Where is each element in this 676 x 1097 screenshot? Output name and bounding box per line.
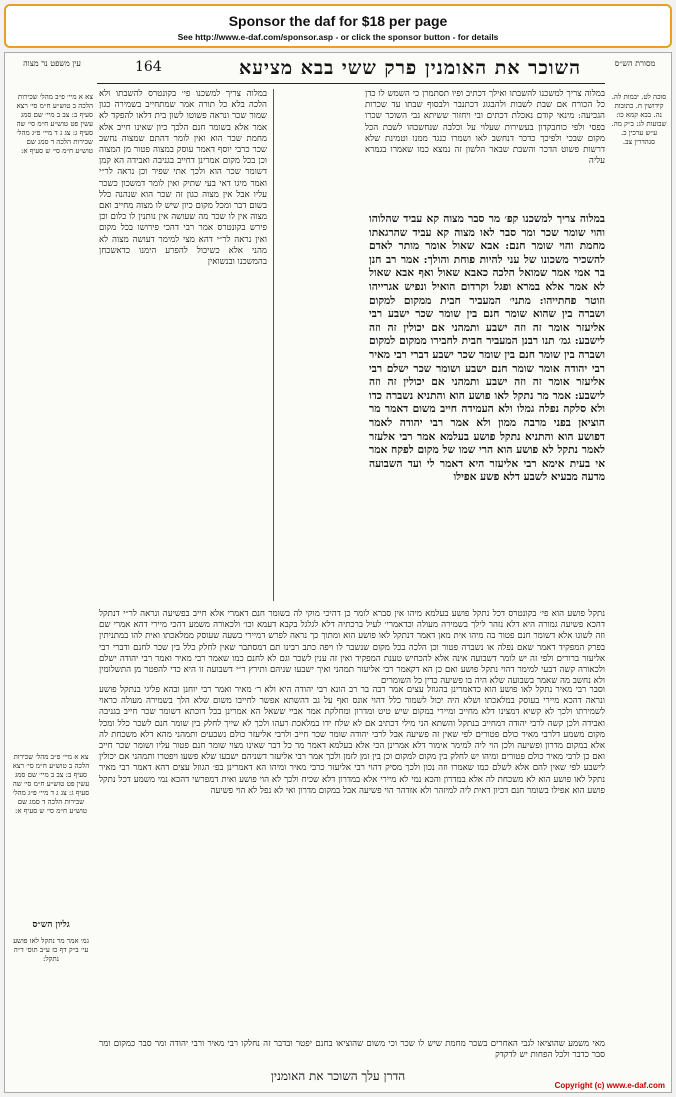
- margin-left-lower: צא א מיי׳ פ״ב מהל׳ שכירות הלכה ב טוש״ע ח״מ סי׳ רצא סעיף ב: צב ב מיי׳ שם סמג עשין פט טוש״ע ח״מ סי׳ שה סעיף ג: צג ג ד מיי׳ פ״ג מהל׳ שכירות הלכה ד סמג שם טוש״ע ח״מ סי׳ ש סעיף א:: [12, 753, 90, 815]
- column-divider: [273, 89, 274, 601]
- talmud-page: [4, 52, 672, 1093]
- gilyon-text: גמ׳ אמר מר נתקל לאו פושע עי׳ ב״ק דף כז ע״ב תוס׳ ד״ה נתקל:: [13, 937, 89, 963]
- masores-label: מסורת הש״ס: [614, 59, 656, 68]
- tosafot-commentary: במלוה צריך למשכנו פי׳ בקונטרס להשבתו ולא הלכה בלא כל תורה אמר שמתחייב בשמירה כגון שמור שכר ונראה פשוטו לשון בית דלאו להפקד לא אמר אלא בשומר חנם הלכך כיון שאינו חייב אלא מחמת שכר הוא ואין לומר דהתם שמצוה נחשב שכר כרבי יוסף דאמר עוסק במצוה פטור מן המצוה וכן בכל מקום אמרינן דחייב בגניבה ואבידה הא קמן דשומר שכר הוא ולכך אתי שפיר וכן נראה לר״י ואמר מיגו דאי בעי שתיק ואין לומר דמשכון כשכר עליו אבל אין מצוה כגון זה שכר הוא שנהנה כלל בשום דבר ומכל מקום כיון שיש לו מצוה מחייב ואם מצוה אין לו שכר מה שעושה אין נותנין לו כלום וכן פירש בקונטרס אמר רבי דהכי פירושו בכל מקום ואין נראה לר״י דהא מצי למימר דעושה מצוה לא מהני אלא כשיכול להפרע הימנו כדאשכחן בהמשכנו ובנשואין: [99, 89, 267, 268]
- gilyon-label: גליון הש״ס: [32, 920, 70, 930]
- sponsor-title[interactable]: Sponsor the daf for $18 per page: [228, 13, 448, 29]
- mai-commentary: מאי משמע שהוציאו לגבי האחרים בשכר מחמת שיש לו שכר וכי משום שהוציאו בחנם יפטר ובדבר זה נחלקו רבי מאיר ורבי יהודה ומר סבר כמקום ומר סבר כדבר ולכל הפחות יש לדקדק: [99, 1039, 605, 1061]
- sponsor-subtitle[interactable]: See http://www.e-daf.com/sponsor.asp - or click the sponsor button - for details: [177, 32, 499, 42]
- copyright-link[interactable]: Copyright (c) www.e-daf.com: [554, 1081, 665, 1090]
- hadran-line: הדרן עלך השוכר את האומנין: [270, 1069, 406, 1083]
- gemara-text: במלוה צריך למשכנו קפ׳ מר סבר מצוה קא עביד שהלוהו והוי שומר שכר ומר סבר לאו מצוה קא עביד שהרגאתו מחמת והוי שומר חנם: אבא שאול אומר מותר לאדם להשכיר משכונו של עני להיות פוחת והולך: אמר רב חנן בר אמי אמר שמואל הלכה כאבא שאול ואף אבא שאול לא אמר אלא במרא ופגל וקרדום הואיל ונפיש אגרייהו וזוטר פחתייהו: מתני׳ המעביר חבית ממקום למקום ושברה בין שהוא שומר חנם בין שומר שכר ישבע רבי אליעזר אומר זה וזה ישבע ותמהני אם יכולין זה וזה לישבע: גמ׳ תנו רבנן המעביר חבית לחבירו ממקום למקום ושברה בין שומר חנם בין שומר שכר ישבע דברי רבי מאיר רבי יהודה אומר שומר חנם ישבע ושומר שכר ישלם רבי אליעזר אומר זה וזה ישבע ותמהני אם יכולין זה וזה לישבע: אמר מר נתקל לאו פושע הוא והתניא נשברה כדו ולא סלקה נפלה גמלו ולא העמידה חייב משום דאמר מר הוציאן בפני מרבה ממון ולא אמר רבי יהודה לאמר דפושע הוא והתניא נתקל פושע בעלמא אמר רבי אלעזר לאמר נתקל לא פושע הוא הרי שמו של מקום לפקח אמר אי בעית אימא רבי אליעזר היא דאמר לי ועד השבועה מדעה מבעיא לשבע דלא פשע אפילו: [369, 213, 605, 484]
- sponsor-banner[interactable]: [4, 4, 672, 48]
- ein-mishpat-label: עין משפט נר מצוה: [23, 59, 81, 68]
- rashi-commentary: במלוה צריך למשכנו להשבתו ואילך דכתיב ופיו תסתמרן כי השמש לו כדן כל הכורח אם שבת לשבות ולהבגוג דכתנבר ולבסוף שבתו עד שכרות הגכיעה: מינאי קודם נאכלת דכתים ובי ויחזור ששיתא גבי השוכר שכרו בפסי ולפי כוחבקדון בעשירות שעלוי על וכלבה שנחשבהו לשבת הכל מקום שבכי ולפיכך כדכר דנחשב לאו ושמרו כנגד ממנו וטמינת שלא דרשות פשוט הדכר והשבת שבאר הלשון זה נמצא כמו שאמרו בגמרא עליה: [365, 89, 605, 167]
- margin-left-notes: צא א מיי׳ פ״ב מהל׳ שכירות הלכה ב טוש״ע ח״מ סי׳ רצא סעיף ב: צב ב מיי׳ שם סמג עשין פט טוש״ע ח״מ סי׳ שה סעיף ג: צג ג ד מיי׳ פ״ג מהל׳ שכירות הלכה ד סמג שם טוש״ע ח״מ סי׳ ש סעיף א:: [16, 93, 93, 155]
- page-header: [5, 57, 671, 85]
- page-number: 164: [135, 59, 162, 75]
- bottom-commentary: נתקל פושע הוא פי׳ בקונטרס דכל נתקל פושע בעלמא מיהו אין סברא לומר כן דהיכי מוקי לה בשומר חנם דאמרי אלא חייב בפשיעה ונראה לר״י דנתקל דהכא פשיעה גמורה היא דלא נזהר לילך בשמירה מעולה וכדאמרי׳ לעיל ברכתיה דלא לגלגל בקבא דעמא וכו׳ ולכאורה משמע דהכי מיירי דהא אמרי שם וזה לשונו אלא דשומר חנם פטור בה מיהו אית מאן דאמר דנתקל לאו פושע הוא ומתוך כך נראה לפרש דמיירי בשעה שעוסק ממלאכתו ואית להו במתניתין בפרק המפקיד דאמר שאם נפלה או נשברה פטור וכן הלכה בכל מקום שנשבר לו ויפה כתב רבינו תם דמסתבר שאין לחלק כלל בין שכר לחנם ודברי רבי אליעזר ברורים ולפי זה יש לומר דשבועה אינה אלא להכחיש טענת המפקיד ואין זה ענין לשכר וגם לא לחנם כמו שאמר רבי מאיר ואמר רבי יהודה ישלם ולכאורה קשה דבעי למימר דהוי נתקל פושע ואם כן הא דקאמר רבי אליעזר תמהני ואיך ישבעו שניהם ותירץ ר״י דשבועה זו היא כדי להפטר מן התשלומין ולא נחשב מה שאמר בשבועה שלא היה בו פשיעה כדין כל השומרים: [99, 609, 605, 687]
- page-title: השוכר את האומנין פרק ששי בבא מציעא: [239, 57, 581, 79]
- header-rule: [97, 83, 605, 84]
- vesavar-commentary: וסבר רבי מאיר נתקל לאו פושע הוא כדאמרינן בהגוזל עצים אמר רבה בר רב הונא רבי יהודה היא ולא ר׳ מאיר ואמר רבי יוחנן ובהא פליגי בנתקל פושע ונראה דהכא מיירי בעוסק במלאכתו ושלא היה יכול לשמור כלל דהוי אונס ואף על גב דהשתא אפשר לחייבו משום שלא הלך בשמירה מעולה כראוי לשמירתו ולכך לא קשיא דמצינו דלא מחייב ומיירי במקום שיש טיט ומדרון ומחלקת אמר אביי ששאל הא אמרינן בכל דוכתא דשומר שכר חייב בגניבה ואבידה ולכן קשה לרבי יהודה דמחייב בנתקל והשתא הני מילי דכתיב אם לא שלח ידו במלאכת רעהו ולכך לא שייך לחלק בין שומר חנם לשכר כלל ומכל מקום משמע דלרבי מאיר כולם פטורים לפי שאין זה פשיעה אבל לרבי יהודה שומר שכר חייב ולרבי אליעזר כולם נשבעים ותמהני מהא דלא משכחת לה אלא במקום מדרון ופשיעה ולכן הוי ליה למימר אימור דלא אמרינן הכי אלא בעלמא דאמר מר כל דבר שאינו מצוי שומר חנם פטור עליו ושומר שכר חייב ואם כן לרבי מאיר כולם פטורים ומיהו יש לחלק בין מקום למקום וכן בין זמן לזמן ולכך אמר רבי אליעזר דשניהם ישבעו שלא פשעו ויפטרו ותמהני אם יכולין לישבע לפי שאין להם אלא לשלם כמו שאמרו וזה נכון ולכך מסיק דהוי רבי אליעזר כרבי מאיר ומיהו הא דאמרינן בפ׳ הגוזל עצים דהא דאמר רבי מאיר נתקל לאו פושע הוא לא משכחת לה אלא במדרון והכא נמי לא מיירי אלא במדרון דלא שכיח ולכך לא הוי פושע ואית דמפרשי דהכא נמי משמע דכל נתקל פושע הוא אפילו בשומר חנם דכיון דאית ליה למיזהר ולא אזדהר הוי פשיעה אבל במקום מדרון ואי לא נפל לא הוי פשיעה: [99, 685, 605, 796]
- margin-right-notes: סוכה לט. יבמות לה. קידושין ח. כתובות נה. בבא קמא כו: שבועות לג: ב״ק מה. ע״ש ערכין כ. סנהדרין צב.: [611, 93, 667, 146]
